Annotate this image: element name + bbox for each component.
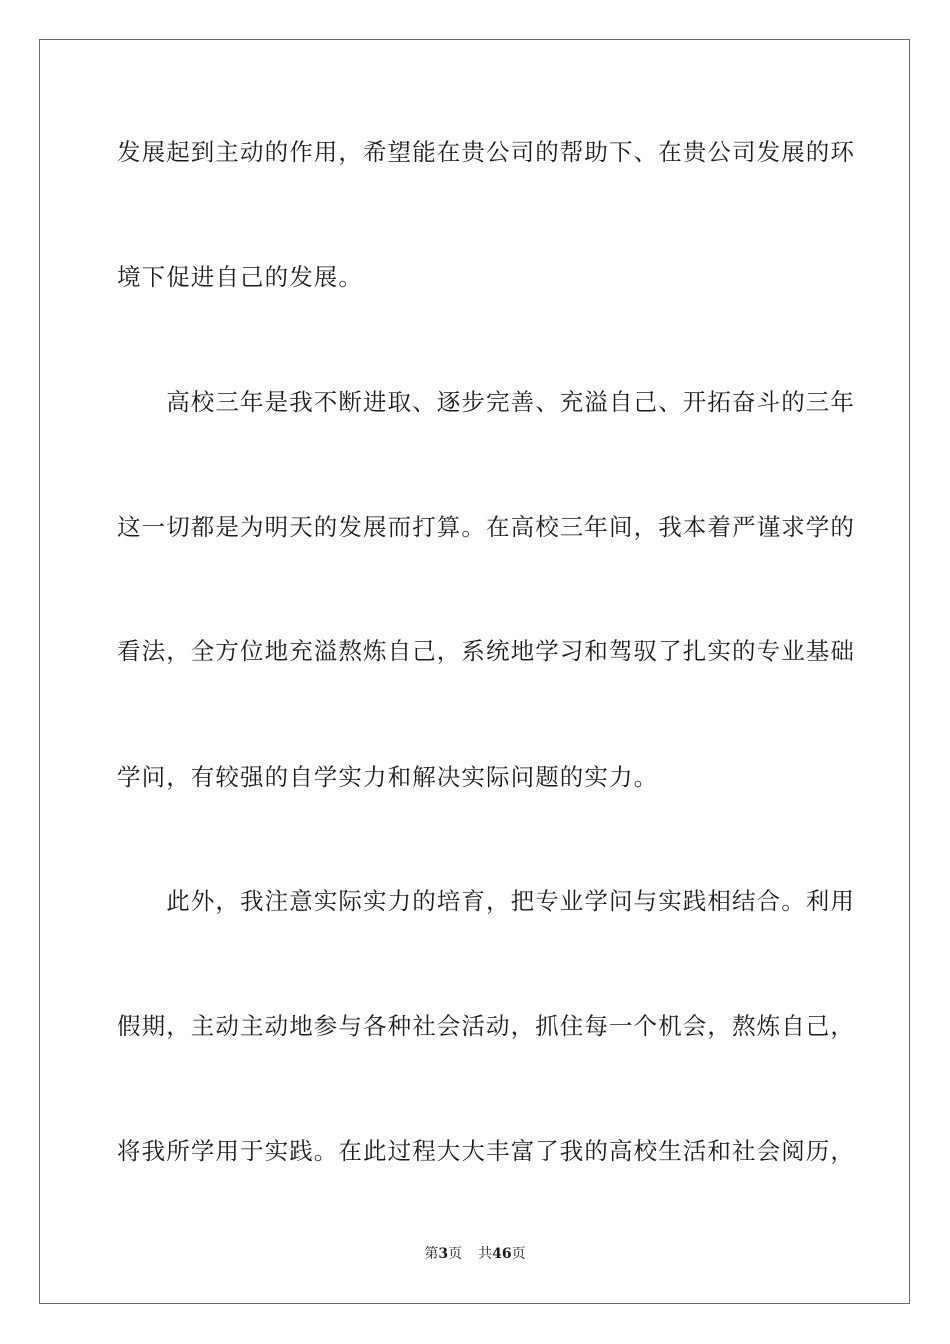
page-footer — [0, 1244, 950, 1264]
paragraph-line-3: 高校三年是我不断进取、逐步完善、充溢自己、开拓奋斗的三年 — [117, 388, 855, 416]
paragraph-line-5: 看法，全方位地充溢熬炼自己，系统地学习和驾驭了扎实的专业基础 — [117, 637, 855, 665]
page-border — [39, 39, 910, 1304]
paragraph-line-1: 发展起到主动的作用，希望能在贵公司的帮助下、在贵公司发展的环 — [117, 138, 855, 166]
footer-current-page: 3 — [438, 1246, 449, 1262]
paragraph-line-9: 将我所学用于实践。在此过程大大丰富了我的高校生活和社会阅历， — [117, 1137, 855, 1165]
paragraph-line-4: 这一切都是为明天的发展而打算。在高校三年间，我本着严谨求学的 — [117, 513, 855, 541]
footer-total-prefix: 共 — [478, 1246, 493, 1262]
footer-total-pages: 46 — [492, 1246, 512, 1262]
paragraph-line-6: 学问，有较强的自学实力和解决实际问题的实力。 — [117, 763, 659, 791]
paragraph-line-8: 假期，主动主动地参与各种社会活动，抓住每一个机会，熬炼自己， — [117, 1012, 855, 1040]
paragraph-line-7: 此外，我注意实际实力的培育，把专业学问与实践相结合。利用 — [117, 887, 855, 915]
footer-total-suffix: 页 — [511, 1246, 526, 1262]
footer-page-suffix: 页 — [448, 1246, 463, 1262]
paragraph-line-2: 境下促进自己的发展。 — [117, 263, 363, 291]
footer-page-prefix: 第 — [424, 1246, 439, 1262]
